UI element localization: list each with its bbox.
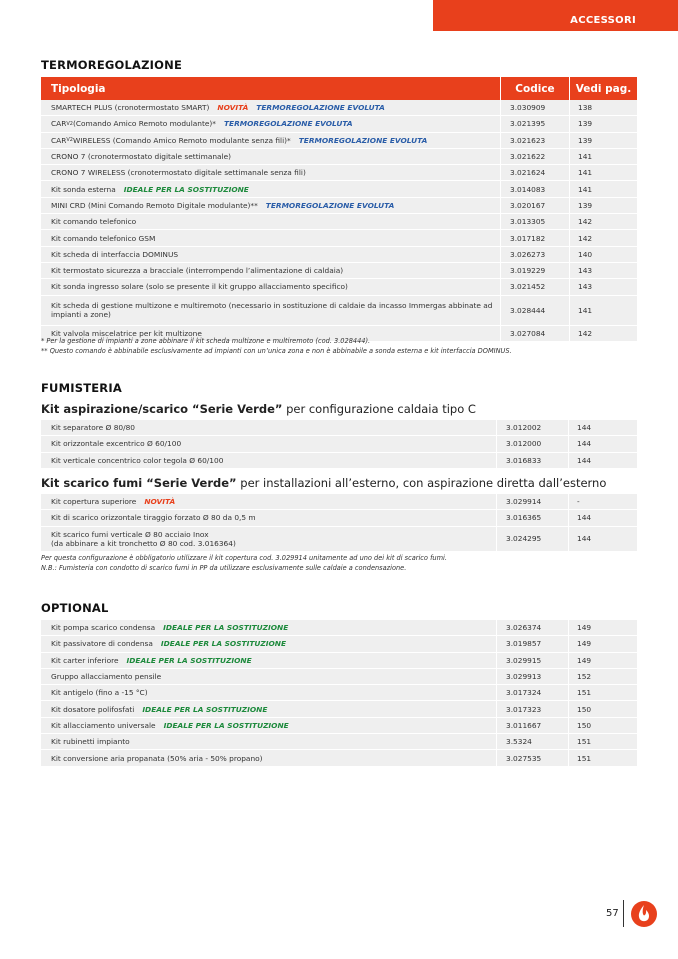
cell-description — [41, 279, 500, 294]
cell-code: 3.029914 — [496, 494, 568, 509]
cell-page: 141 — [569, 296, 637, 325]
badge-blue: TERMOREGOLAZIONE EVOLUTA — [256, 103, 385, 113]
cell-page: 144 — [568, 453, 637, 468]
subtitle-1-rest: per configurazione caldaia tipo C — [282, 402, 476, 416]
table-row — [41, 494, 637, 510]
table-row — [41, 734, 637, 750]
table-row — [41, 701, 637, 717]
cell-code: 3.027084 — [500, 326, 569, 341]
description-text: Kit antigelo (fino a -15 °C) — [51, 688, 148, 698]
cell-description — [41, 669, 496, 684]
cell-code: 3.5324 — [496, 734, 568, 749]
cell-code: 3.021623 — [500, 133, 569, 148]
cell-code: 3.027535 — [496, 750, 568, 765]
cell-description — [41, 636, 496, 651]
optional-table — [41, 620, 637, 767]
cell-description — [41, 247, 500, 262]
cell-page: 142 — [569, 214, 637, 229]
cell-code: 3.014083 — [500, 181, 569, 196]
col-codice: Codice — [500, 77, 569, 100]
table-row — [41, 181, 637, 197]
badge-blue: TERMOREGOLAZIONE EVOLUTA — [265, 200, 395, 210]
cell-code: 3.011667 — [496, 718, 568, 733]
cell-description — [41, 214, 500, 229]
cell-page: 151 — [568, 734, 637, 749]
table-row — [41, 669, 637, 685]
cell-code: 3.019857 — [496, 636, 568, 651]
description-text: CRONO 7 WIRELESS (cronotermostato digitale settimanale senza fili) — [51, 168, 306, 178]
cell-page: 141 — [569, 149, 637, 164]
termo-note-2: ** Questo comando è abbinabile esclusivamente ad impianti con un’unica zona e non è abbinabile a sonda esterna e kit interfaccia DOMINUS. — [41, 347, 512, 355]
description-text: Kit comando telefonico GSM — [51, 233, 156, 243]
superscript: V2 — [66, 120, 73, 127]
cell-description — [41, 149, 500, 164]
cell-page: 139 — [569, 133, 637, 148]
table-row — [41, 116, 637, 132]
cell-page: 144 — [568, 510, 637, 525]
description-text: Kit separatore Ø 80/80 — [51, 423, 135, 433]
table-row — [41, 149, 637, 165]
description-text: Kit scheda di interfaccia DOMINUS — [51, 249, 179, 259]
fumi-note-1: Per questa configurazione è obbligatorio utilizzare il kit copertura cod. 3.029914 unitamente ad uno dei kit di scarico fumi. — [41, 554, 447, 562]
cell-page: 138 — [569, 100, 637, 115]
fumi-note-2: N.B.: Fumisteria con condotto di scarico fumi in PP da utilizzare esclusivamente sulle caldaie a condensazione. — [41, 564, 407, 572]
table-row — [41, 420, 637, 436]
table-row — [41, 263, 637, 279]
badge-green: IDEALE PER LA SOSTITUZIONE — [123, 184, 249, 194]
cell-code: 3.026374 — [496, 620, 568, 635]
description-text: Kit sonda ingresso solare (solo se presente il kit gruppo allacciamento specifico) — [51, 282, 348, 292]
cell-page: 151 — [568, 750, 637, 765]
badge-green: IDEALE PER LA SOSTITUZIONE — [160, 639, 286, 649]
table-row — [41, 718, 637, 734]
description-text: Kit copertura superiore — [51, 497, 137, 507]
cell-code: 3.017324 — [496, 685, 568, 700]
table-row — [41, 636, 637, 652]
cell-code: 3.013305 — [500, 214, 569, 229]
description-line-1: Kit scarico fumi verticale Ø 80 acciaio Inox — [51, 529, 209, 539]
description-text: Kit di scarico orizzontale tiraggio forzato Ø 80 da 0,5 m — [51, 513, 256, 523]
cell-code: 3.012002 — [496, 420, 568, 435]
table-row — [41, 230, 637, 246]
cell-description — [41, 734, 496, 749]
page-divider — [623, 900, 624, 927]
cell-description — [41, 116, 500, 131]
table-row — [41, 165, 637, 181]
badge-green: IDEALE PER LA SOSTITUZIONE — [126, 655, 252, 665]
cell-page: 143 — [569, 263, 637, 278]
cell-code: 3.012000 — [496, 436, 568, 451]
description-text: Kit scheda di gestione multizone e multiremoto (necessario in sostituzione di caldaie da incasso Immergas abbinate ad impianti a zone) — [51, 301, 493, 320]
cell-description — [41, 100, 500, 115]
fumisteria-table-2 — [41, 494, 637, 552]
section-tab-label: ACCESSORI — [570, 15, 636, 26]
cell-description — [41, 296, 500, 325]
description-text: CAR — [51, 119, 67, 129]
fumisteria-title: FUMISTERIA — [41, 381, 122, 395]
termo-note-1: * Per la gestione di impianti a zone abbinare il kit scheda multizone e multiremoto (cod. 3.028444). — [41, 337, 371, 345]
badge-red: NOVITÀ — [217, 103, 249, 113]
table-row — [41, 133, 637, 149]
description-text: Kit rubinetti impianto — [51, 737, 130, 747]
cell-page: 151 — [568, 685, 637, 700]
description-line-2: (da abbinare a kit tronchetto Ø 80 cod. 3.016364) — [51, 538, 236, 548]
badge-blue: TERMOREGOLAZIONE EVOLUTA — [298, 135, 428, 145]
cell-description — [41, 263, 500, 278]
subtitle-2-rest: per installazioni all’esterno, con aspirazione diretta dall’esterno — [236, 476, 607, 490]
table-header — [41, 77, 637, 100]
description-text: Kit orizzontale excentrico Ø 60/100 — [51, 439, 182, 449]
description-text: Kit dosatore polifosfati — [51, 704, 135, 714]
description-text: Kit valvola miscelatrice per kit multizone — [51, 328, 202, 338]
cell-code: 3.020167 — [500, 198, 569, 213]
cell-description — [41, 436, 496, 451]
section-tab — [433, 0, 678, 31]
description-text: Kit pompa scarico condensa — [51, 623, 156, 633]
cell-code: 3.024295 — [496, 527, 568, 551]
cell-code: 3.028444 — [500, 296, 569, 325]
description-text: CRONO 7 (cronotermostato digitale settimanale) — [51, 152, 232, 162]
cell-page: 143 — [569, 279, 637, 294]
cell-page: 142 — [569, 326, 637, 341]
badge-green: IDEALE PER LA SOSTITUZIONE — [163, 720, 289, 730]
cell-description — [41, 198, 500, 213]
subtitle-1-bold: Kit aspirazione/scarico “Serie Verde” — [41, 402, 283, 416]
cell-code: 3.019229 — [500, 263, 569, 278]
optional-title: OPTIONAL — [41, 601, 109, 615]
cell-code: 3.016833 — [496, 453, 568, 468]
fumisteria-table-1 — [41, 420, 637, 469]
description-text: Kit sonda esterna — [51, 184, 116, 194]
description-text: Kit carter inferiore — [51, 655, 119, 665]
cell-code: 3.026273 — [500, 247, 569, 262]
description-text: CAR — [51, 135, 67, 145]
cell-description — [41, 181, 500, 196]
description-text-cont: (Comando Amico Remoto modulante)* — [72, 119, 216, 129]
table-row — [41, 620, 637, 636]
cell-description — [41, 420, 496, 435]
col-vedi-pag: Vedi pag. — [569, 77, 637, 100]
cell-description — [41, 653, 496, 668]
cell-code: 3.021622 — [500, 149, 569, 164]
table-row — [41, 750, 637, 766]
cell-description — [41, 133, 500, 148]
cell-page: 150 — [568, 701, 637, 716]
cell-page: 144 — [568, 527, 637, 551]
table-row — [41, 247, 637, 263]
cell-description — [41, 510, 496, 525]
cell-page: 149 — [568, 653, 637, 668]
cell-description — [41, 165, 500, 180]
table-row — [41, 198, 637, 214]
termoregolazione-title: TERMOREGOLAZIONE — [41, 58, 183, 72]
cell-page: 142 — [569, 230, 637, 245]
cell-page: 144 — [568, 436, 637, 451]
cell-code: 3.021395 — [500, 116, 569, 131]
col-tipologia: Tipologia — [51, 82, 106, 95]
cell-page: 141 — [569, 181, 637, 196]
table-row — [41, 214, 637, 230]
table-row — [41, 653, 637, 669]
cell-code: 3.029913 — [496, 669, 568, 684]
description-text: MINI CRD (Mini Comando Remoto Digitale modulante)** — [51, 200, 258, 210]
badge-green: IDEALE PER LA SOSTITUZIONE — [142, 704, 268, 714]
description-text: Kit conversione aria propanata (50% aria - 50% propano) — [51, 753, 263, 763]
cell-description — [41, 620, 496, 635]
cell-description — [41, 230, 500, 245]
cell-code: 3.016365 — [496, 510, 568, 525]
cell-page: 152 — [568, 669, 637, 684]
description-text: Kit comando telefonico — [51, 217, 137, 227]
description-text: SMARTECH PLUS (cronotermostato SMART) — [51, 103, 210, 113]
immergas-flame-icon — [630, 900, 658, 928]
cell-page: 141 — [569, 165, 637, 180]
table-row — [41, 100, 637, 116]
cell-description — [41, 718, 496, 733]
page-number: 57 — [606, 908, 619, 919]
cell-description — [41, 527, 496, 551]
table-row — [41, 279, 637, 295]
cell-page: 150 — [568, 718, 637, 733]
table-row — [41, 436, 637, 452]
description-text: Kit passivatore di condensa — [51, 639, 153, 649]
cell-code: 3.029915 — [496, 653, 568, 668]
badge-red: NOVITÀ — [144, 497, 176, 507]
table-row — [41, 510, 637, 526]
table-row — [41, 685, 637, 701]
table-row — [41, 527, 637, 552]
cell-description — [41, 701, 496, 716]
termoregolazione-table — [41, 77, 637, 342]
table-row — [41, 453, 637, 469]
badge-green: IDEALE PER LA SOSTITUZIONE — [163, 623, 289, 633]
superscript: V2 — [66, 137, 73, 144]
cell-description — [41, 685, 496, 700]
description-text: Kit termostato sicurezza a bracciale (interrompendo l’alimentazione di caldaia) — [51, 266, 344, 276]
cell-page: 149 — [568, 620, 637, 635]
cell-code: 3.017323 — [496, 701, 568, 716]
subtitle-2-bold: Kit scarico fumi “Serie Verde” — [41, 476, 237, 490]
cell-description — [41, 453, 496, 468]
badge-blue: TERMOREGOLAZIONE EVOLUTA — [223, 119, 353, 129]
cell-page: 140 — [569, 247, 637, 262]
cell-page: 144 — [568, 420, 637, 435]
description-text: Kit verticale concentrico color tegola Ø 60/100 — [51, 455, 224, 465]
cell-description — [41, 750, 496, 765]
cell-code: 3.021452 — [500, 279, 569, 294]
fumisteria-subtitle-2 — [41, 476, 606, 490]
description-text: Gruppo allacciamento pensile — [51, 672, 162, 682]
cell-page: 139 — [569, 116, 637, 131]
cell-page: 139 — [569, 198, 637, 213]
description-text-cont: WIRELESS (Comando Amico Remoto modulante senza fili)* — [72, 135, 291, 145]
cell-page: 149 — [568, 636, 637, 651]
description-text: Kit allacciamento universale — [51, 720, 156, 730]
cell-code: 3.030909 — [500, 100, 569, 115]
fumisteria-subtitle-1 — [41, 402, 476, 416]
cell-code: 3.021624 — [500, 165, 569, 180]
table-row — [41, 296, 637, 326]
cell-description — [41, 494, 496, 509]
cell-code: 3.017182 — [500, 230, 569, 245]
cell-page: - — [568, 494, 637, 509]
